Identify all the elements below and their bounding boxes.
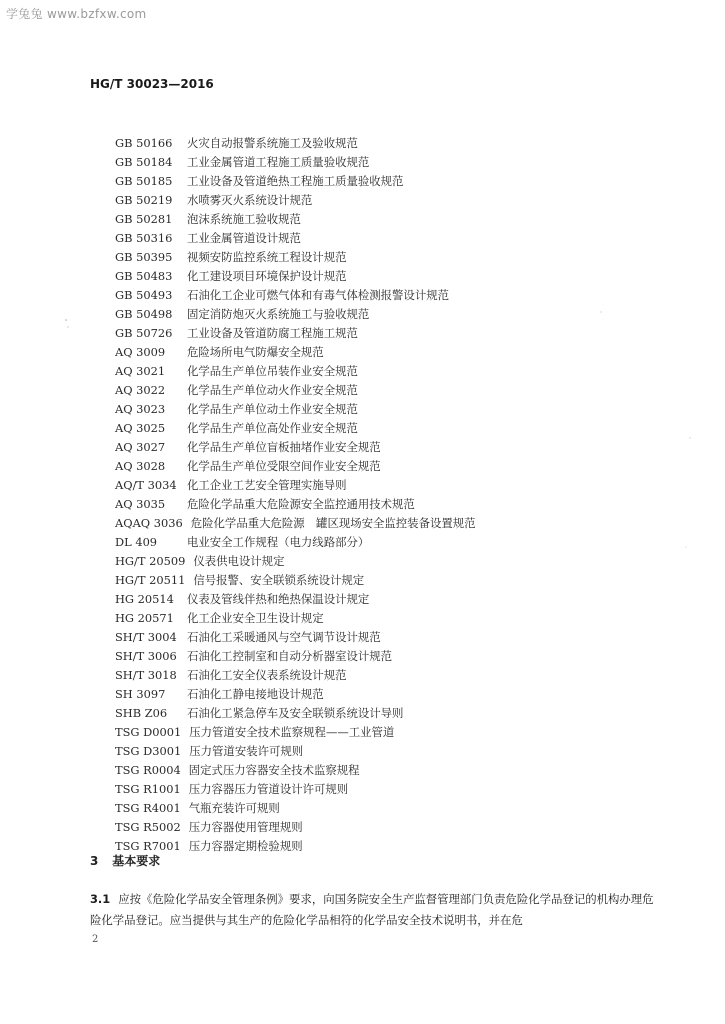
reference-title: 工业设备及管道绝热工程施工质量验收规范 xyxy=(187,174,404,188)
reference-item xyxy=(115,286,675,305)
reference-code: TSG R4001 xyxy=(115,801,181,815)
reference-item xyxy=(115,210,675,229)
reference-title: 化学品生产单位高处作业安全规范 xyxy=(187,421,358,435)
reference-item xyxy=(115,514,675,533)
reference-code: HG/T 20511 xyxy=(115,573,186,587)
reference-title: 仪表及管线伴热和绝热保温设计规定 xyxy=(187,592,370,606)
reference-title: 石油化工静电接地设计规范 xyxy=(187,687,324,701)
reference-item xyxy=(115,495,675,514)
reference-code: GB 50316 xyxy=(115,231,173,245)
reference-item xyxy=(115,647,675,666)
reference-code: TSG D3001 xyxy=(115,744,182,758)
reference-item xyxy=(115,685,675,704)
reference-item xyxy=(115,248,675,267)
reference-item xyxy=(115,609,675,628)
reference-title: 石油化工紧急停车及安全联锁系统设计导则 xyxy=(187,706,404,720)
reference-title: 压力容器定期检验规则 xyxy=(188,839,303,853)
reference-code: SH 3097 xyxy=(115,687,166,701)
reference-item xyxy=(115,153,675,172)
reference-item xyxy=(115,799,675,818)
reference-item xyxy=(115,552,675,571)
reference-title: 固定消防炮灭火系统施工与验收规范 xyxy=(187,307,370,321)
reference-title: 泡沫系统施工验收规范 xyxy=(187,212,301,226)
reference-code: GB 50281 xyxy=(115,212,173,226)
reference-title: 石油化工控制室和自动分析器室设计规范 xyxy=(187,649,393,663)
reference-item xyxy=(115,419,675,438)
reference-code: TSG R5002 xyxy=(115,820,181,834)
page-number: 2 xyxy=(92,934,99,945)
reference-code: AQAQ 3036 xyxy=(115,516,183,530)
reference-title: 化学品生产单位动土作业安全规范 xyxy=(187,402,358,416)
reference-title: 石油化工企业可燃气体和有毒气体检测报警设计规范 xyxy=(187,288,449,302)
reference-title: 工业设备及管道防腐工程施工规范 xyxy=(187,326,358,340)
reference-code: AQ 3023 xyxy=(115,402,166,416)
reference-code: TSG D0001 xyxy=(115,725,182,739)
scan-speck xyxy=(686,547,687,548)
reference-title: 气瓶充装许可规则 xyxy=(188,801,280,815)
reference-code: GB 50185 xyxy=(115,174,173,188)
reference-title: 仪表供电设计规定 xyxy=(193,554,285,568)
reference-title: 压力容器使用管理规则 xyxy=(188,820,303,834)
reference-item xyxy=(115,400,675,419)
reference-code: GB 50166 xyxy=(115,136,173,150)
reference-title: 工业金属管道工程施工质量验收规范 xyxy=(187,155,370,169)
reference-code: GB 50184 xyxy=(115,155,173,169)
reference-code: SH/T 3018 xyxy=(115,668,177,682)
reference-code: GB 50498 xyxy=(115,307,173,321)
reference-title: 信号报警、安全联锁系统设计规定 xyxy=(193,573,365,587)
reference-title: 化学品生产单位受限空间作业安全规范 xyxy=(187,459,381,473)
reference-title: 化学品生产单位吊装作业安全规范 xyxy=(187,364,358,378)
scan-speck xyxy=(67,326,68,327)
reference-code: AQ 3035 xyxy=(115,497,166,511)
reference-item xyxy=(115,818,675,837)
reference-item xyxy=(115,267,675,286)
reference-code: TSG R7001 xyxy=(115,839,181,853)
reference-title: 石油化工安全仪表系统设计规范 xyxy=(187,668,347,682)
scan-speck xyxy=(689,437,690,438)
reference-code: AQ 3009 xyxy=(115,345,166,359)
reference-item xyxy=(115,362,675,381)
reference-code: GB 50493 xyxy=(115,288,173,302)
reference-code: TSG R0004 xyxy=(115,763,181,777)
reference-code: SH/T 3006 xyxy=(115,649,177,663)
reference-item xyxy=(115,742,675,761)
reference-title: 压力管道安装许可规则 xyxy=(189,744,304,758)
reference-title: 火灾自动报警系统施工及验收规范 xyxy=(187,136,358,150)
reference-item xyxy=(115,191,675,210)
reference-item xyxy=(115,533,675,552)
reference-item xyxy=(115,343,675,362)
reference-title: 化工企业安全卫生设计规定 xyxy=(187,611,324,625)
reference-item xyxy=(115,381,675,400)
reference-code: AQ 3025 xyxy=(115,421,166,435)
reference-item xyxy=(115,761,675,780)
reference-item xyxy=(115,229,675,248)
reference-title: 工业金属管道设计规范 xyxy=(187,231,301,245)
reference-item xyxy=(115,837,675,856)
reference-code: GB 50726 xyxy=(115,326,173,340)
section-number: 3 xyxy=(90,854,99,868)
reference-item xyxy=(115,704,675,723)
reference-code: GB 50395 xyxy=(115,250,173,264)
reference-code: GB 50483 xyxy=(115,269,173,283)
reference-title: 压力容器压力管道设计许可规则 xyxy=(188,782,349,796)
section-title: 基本要求 xyxy=(112,854,161,868)
reference-code: SH/T 3004 xyxy=(115,630,177,644)
section-heading xyxy=(90,852,160,869)
clause-number: 3.1 xyxy=(90,892,111,906)
reference-title: 危险化学品重大危险源安全监控通用技术规范 xyxy=(187,497,415,511)
reference-item xyxy=(115,628,675,647)
reference-item xyxy=(115,723,675,742)
reference-title: 压力管道安全技术监察规程——工业管道 xyxy=(189,725,395,739)
reference-code: DL 409 xyxy=(115,535,158,549)
reference-title: 化工建设项目环境保护设计规范 xyxy=(187,269,347,283)
reference-code: AQ 3028 xyxy=(115,459,166,473)
reference-item xyxy=(115,571,675,590)
reference-code: AQ 3027 xyxy=(115,440,166,454)
reference-code: AQ 3022 xyxy=(115,383,166,397)
reference-code: AQ 3021 xyxy=(115,364,166,378)
clause-text: 应按《危险化学品安全管理条例》要求，向国务院安全生产监督管理部门负责危险化学品登记的机构办理危险化学品登记。应当提供与其生产的危险化学品相符的化学品安全技术说明书，并在危 xyxy=(90,892,654,927)
reference-title: 石油化工采暖通风与空气调节设计规范 xyxy=(187,630,381,644)
reference-code: AQ/T 3034 xyxy=(115,478,177,492)
reference-code: HG 20571 xyxy=(115,611,174,625)
reference-item xyxy=(115,476,675,495)
document-code-header: HG/T 30023—2016 xyxy=(90,77,214,91)
reference-title: 化学品生产单位动火作业安全规范 xyxy=(187,383,358,397)
reference-title: 视频安防监控系统工程设计规范 xyxy=(187,250,347,264)
reference-code: HG 20514 xyxy=(115,592,174,606)
reference-code: SHB Z06 xyxy=(115,706,168,720)
reference-item xyxy=(115,134,675,153)
normative-references-list xyxy=(115,134,675,856)
watermark-text: 学兔兔 www.bzfxw.com xyxy=(6,7,147,21)
reference-code: HG/T 20509 xyxy=(115,554,186,568)
reference-code: TSG R1001 xyxy=(115,782,181,796)
reference-title: 水喷雾灭火系统设计规范 xyxy=(187,193,313,207)
reference-item xyxy=(115,305,675,324)
clause-3-1 xyxy=(90,889,655,931)
reference-title: 危险场所电气防爆安全规范 xyxy=(187,345,324,359)
scan-speck xyxy=(65,319,67,321)
reference-item xyxy=(115,172,675,191)
reference-item xyxy=(115,324,675,343)
reference-title: 化工企业工艺安全管理实施导则 xyxy=(187,478,347,492)
reference-item xyxy=(115,666,675,685)
reference-item xyxy=(115,438,675,457)
reference-title: 化学品生产单位盲板抽堵作业安全规范 xyxy=(187,440,381,454)
reference-item xyxy=(115,457,675,476)
reference-code: GB 50219 xyxy=(115,193,173,207)
reference-item xyxy=(115,590,675,609)
reference-title: 固定式压力容器安全技术监察规程 xyxy=(188,763,360,777)
reference-title: 电业安全工作规程（电力线路部分） xyxy=(187,535,370,549)
reference-item xyxy=(115,780,675,799)
reference-title: 危险化学品重大危险源 罐区现场安全监控装备设置规范 xyxy=(190,516,476,530)
